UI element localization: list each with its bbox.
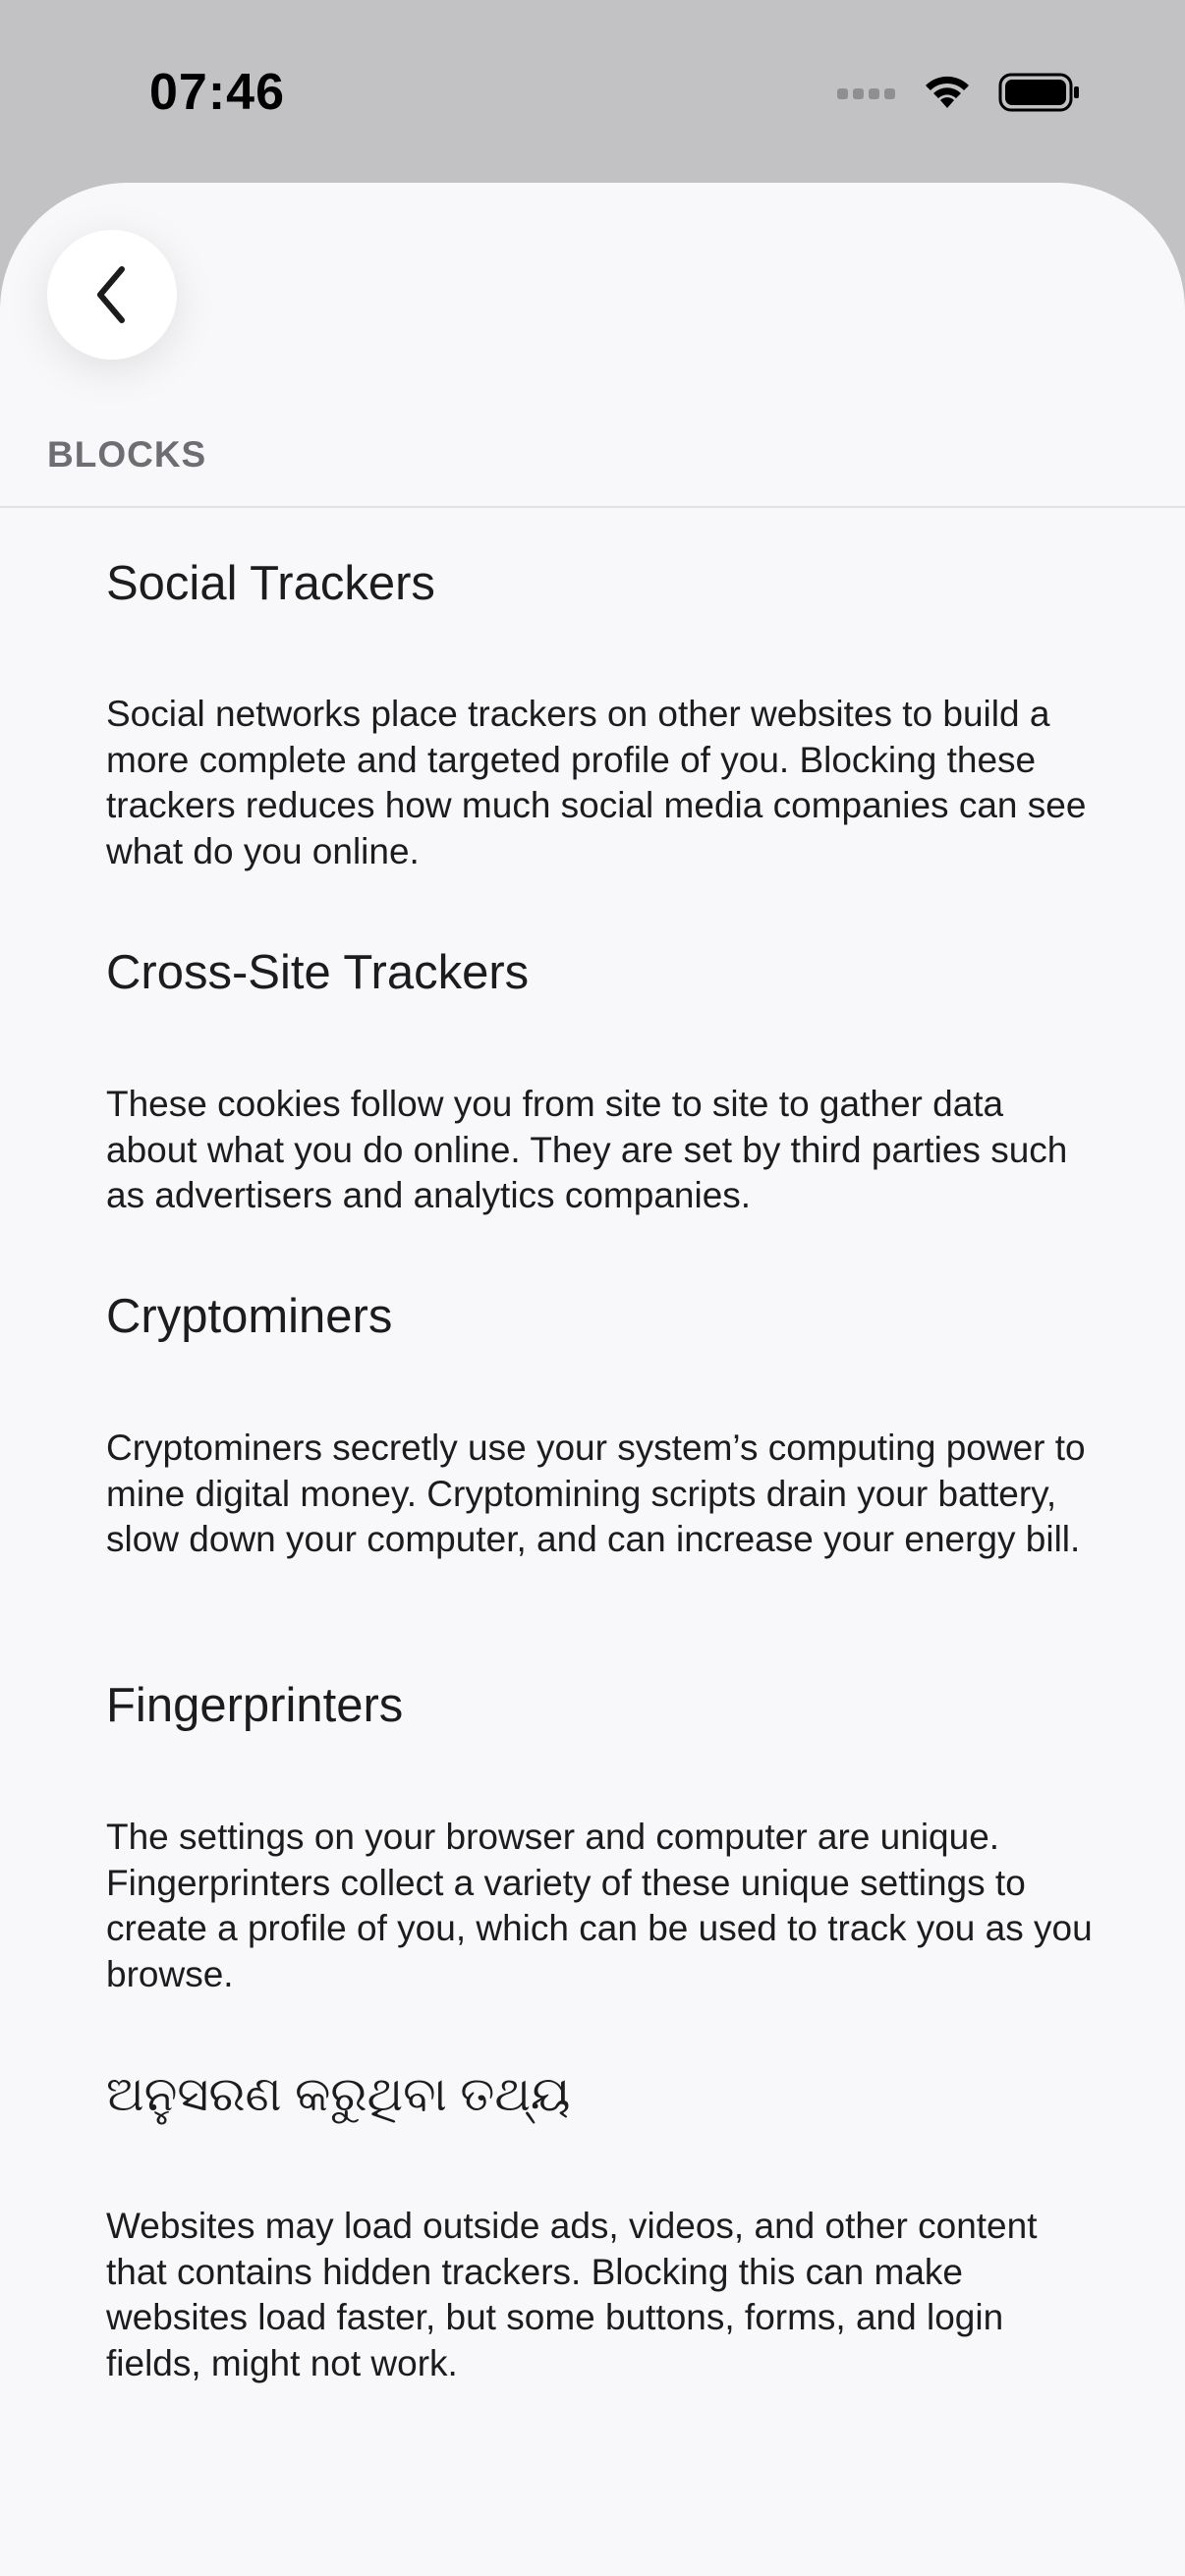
chevron-left-icon bbox=[92, 265, 132, 324]
back-button[interactable] bbox=[47, 230, 177, 360]
item-title-social-trackers: Social Trackers bbox=[106, 557, 435, 610]
section-header: BLOCKS bbox=[47, 434, 207, 475]
item-description-cryptominers: Cryptominers secretly use your system’s computing power to mine digital money. Cryptomining scripts drain your battery, slow down your computer, and can increase your energy bill. bbox=[106, 1428, 1086, 1559]
item-title-tracking-content: ଅନୁସରଣ କରୁଥିବା ତଥ୍ୟ bbox=[106, 2068, 571, 2121]
status-bar bbox=[0, 0, 1185, 183]
item-description-social-trackers: Social networks place trackers on other websites to build a more complete and targeted profile of you. Blocking these trackers reduces how much social media companies can see what do you online. bbox=[106, 694, 1087, 871]
item-title-cross-site-trackers: Cross-Site Trackers bbox=[106, 946, 530, 999]
item-description-fingerprinters: The settings on your browser and computer are unique. Fingerprinters collect a variety of these unique settings to create a profile of you, which can be used to track you as you browse. bbox=[106, 1817, 1093, 1994]
item-description-cross-site-trackers: These cookies follow you from site to site to gather data about what you do online. They are set by third parties such as advertisers and analytics companies. bbox=[106, 1084, 1068, 1215]
item-title-fingerprinters: Fingerprinters bbox=[106, 1679, 404, 1732]
battery-icon bbox=[998, 73, 1081, 112]
cellular-signal-icon bbox=[837, 84, 896, 100]
details-sheet bbox=[0, 183, 1185, 2576]
wifi-icon bbox=[922, 73, 973, 112]
item-description-tracking-content: Websites may load outside ads, videos, and other content that contains hidden trackers. Blocking this can make websites load faster, but some buttons, forms, and login fields, might not work. bbox=[106, 2206, 1038, 2383]
item-title-cryptominers: Cryptominers bbox=[106, 1290, 393, 1343]
status-icons bbox=[837, 73, 1081, 112]
status-time: 07:46 bbox=[149, 64, 285, 121]
section-divider bbox=[0, 506, 1185, 508]
